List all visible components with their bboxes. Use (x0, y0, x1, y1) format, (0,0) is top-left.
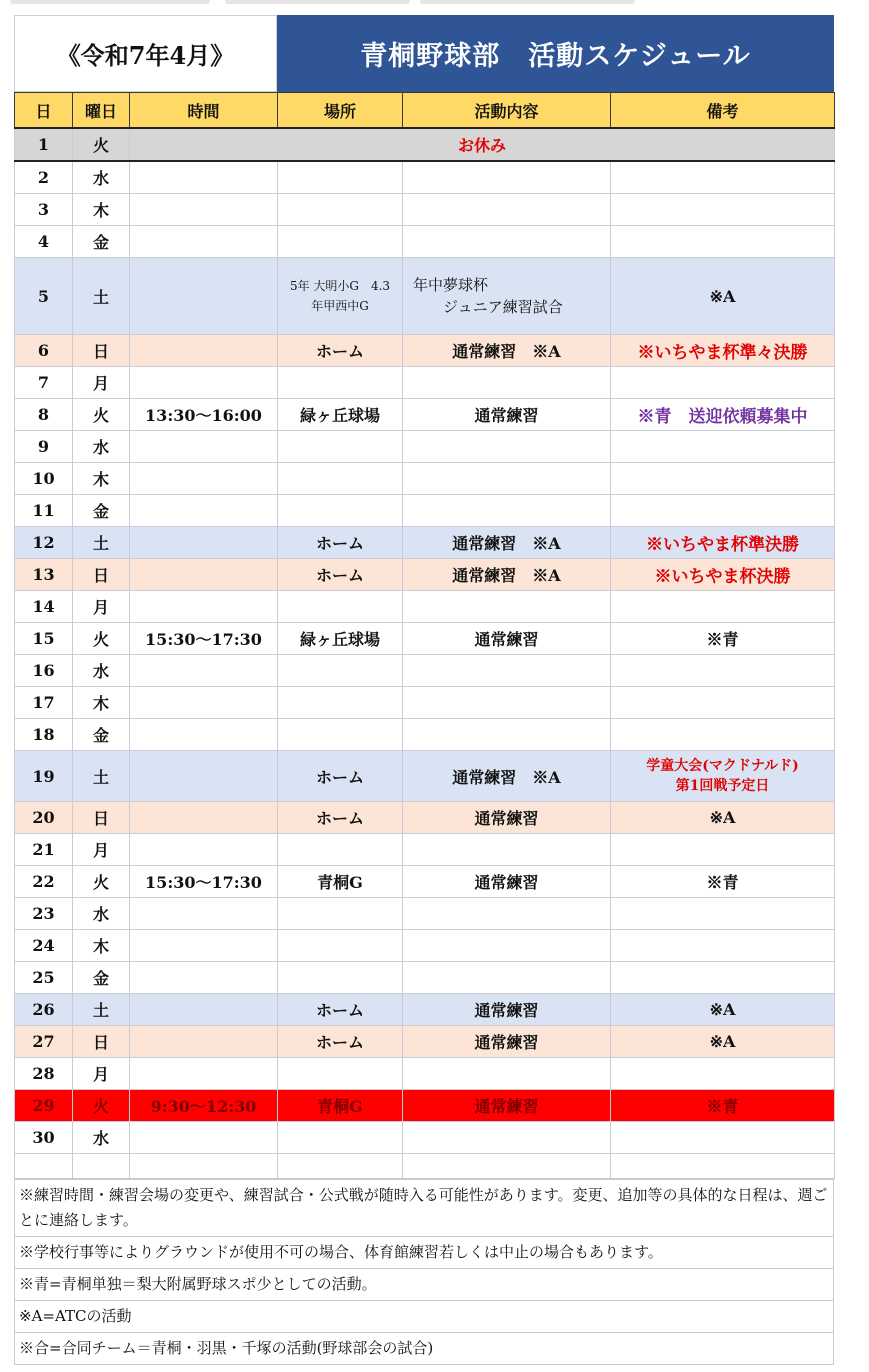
weekday-cell: 土 (73, 994, 130, 1026)
time-cell (130, 687, 278, 719)
table-row (15, 1026, 835, 1058)
time-cell: 15:30〜17:30 (130, 866, 278, 898)
day-cell: 11 (15, 495, 73, 527)
activity-cell (403, 1058, 611, 1090)
note-cell (611, 1122, 835, 1154)
weekday-cell: 金 (73, 495, 130, 527)
table-row (15, 591, 835, 623)
weekday-cell: 木 (73, 194, 130, 226)
activity-cell (403, 367, 611, 399)
activity-cell (403, 898, 611, 930)
place-cell (278, 495, 403, 527)
time-cell (130, 994, 278, 1026)
activity-cell (403, 687, 611, 719)
table-row (15, 751, 835, 802)
note-cell: ※A (611, 994, 835, 1026)
activity-cell: 通常練習 ※A (403, 751, 611, 802)
table-row (15, 431, 835, 463)
activity-cell: 通常練習 (403, 994, 611, 1026)
time-cell (130, 751, 278, 802)
place-cell (278, 834, 403, 866)
weekday-cell: 水 (73, 1122, 130, 1154)
table-row (15, 463, 835, 495)
period-label: 《令和7年4月》 (14, 15, 277, 92)
place-cell (278, 463, 403, 495)
place-cell (278, 367, 403, 399)
activity-cell: 通常練習 ※A (403, 335, 611, 367)
place-cell (278, 431, 403, 463)
schedule-table (14, 92, 835, 1179)
activity-cell (403, 655, 611, 687)
weekday-cell: 火 (73, 1090, 130, 1122)
blank-cell (130, 1154, 278, 1179)
time-cell (130, 591, 278, 623)
table-row (15, 994, 835, 1026)
place-line: 5年 大明小G 4.3 (289, 279, 391, 293)
activity-cell (403, 226, 611, 258)
weekday-cell: 土 (73, 258, 130, 335)
weekday-cell: 火 (73, 623, 130, 655)
blank-row (15, 1154, 835, 1179)
schedule-title: 青桐野球部 活動スケジュール (277, 15, 834, 92)
time-cell (130, 335, 278, 367)
place-cell (278, 591, 403, 623)
table-header-row (15, 93, 835, 129)
place-cell: 青桐G (278, 866, 403, 898)
note-line: 第1回戦予定日 (675, 778, 770, 794)
weekday-cell: 水 (73, 161, 130, 194)
weekday-cell: 月 (73, 834, 130, 866)
place-cell (278, 194, 403, 226)
table-row (15, 559, 835, 591)
activity-cell (403, 431, 611, 463)
note-cell: ※青 (611, 866, 835, 898)
note-cell: ※A (611, 1026, 835, 1058)
table-row (15, 623, 835, 655)
time-cell (130, 962, 278, 994)
time-cell: 15:30〜17:30 (130, 623, 278, 655)
weekday-cell: 火 (73, 866, 130, 898)
note-cell (611, 834, 835, 866)
activity-cell (403, 1122, 611, 1154)
note-cell (611, 898, 835, 930)
place-cell (278, 655, 403, 687)
weekday-cell: 水 (73, 898, 130, 930)
activity-line: ジュニア練習試合 (413, 298, 563, 316)
day-cell: 22 (15, 866, 73, 898)
table-row (15, 962, 835, 994)
time-cell (130, 559, 278, 591)
header-activity: 活動内容 (403, 93, 611, 129)
time-cell (130, 834, 278, 866)
activity-cell: 通常練習 (403, 866, 611, 898)
day-cell: 17 (15, 687, 73, 719)
activity-line: 年中夢球杯 (413, 276, 489, 294)
time-cell (130, 367, 278, 399)
day-cell: 1 (15, 128, 73, 161)
place-cell: 青桐G (278, 1090, 403, 1122)
footnote: ※学校行事等によりグラウンドが使用不可の場合、体育館練習若しくは中止の場合もあります。 (14, 1237, 834, 1269)
time-cell (130, 194, 278, 226)
footnote: ※練習時間・練習会場の変更や、練習試合・公式戦が随時入る可能性があります。変更、追加等の具体的な日程は、週ごとに連絡します。 (14, 1179, 834, 1237)
weekday-cell: 水 (73, 655, 130, 687)
day-cell: 10 (15, 463, 73, 495)
table-row (15, 1058, 835, 1090)
note-cell (611, 591, 835, 623)
activity-cell: 通常練習 ※A (403, 559, 611, 591)
place-cell: ホーム (278, 751, 403, 802)
time-cell: 9:30〜12:30 (130, 1090, 278, 1122)
table-row (15, 495, 835, 527)
place-cell: ホーム (278, 1026, 403, 1058)
time-cell (130, 226, 278, 258)
activity-cell: 通常練習 (403, 1026, 611, 1058)
day-cell: 19 (15, 751, 73, 802)
weekday-cell: 日 (73, 559, 130, 591)
blank-cell (73, 1154, 130, 1179)
table-row (15, 367, 835, 399)
note-cell: ※青 送迎依頼募集中 (611, 399, 835, 431)
day-cell: 20 (15, 802, 73, 834)
note-cell: お休み (130, 128, 835, 161)
activity-cell: 通常練習 (403, 399, 611, 431)
day-cell: 9 (15, 431, 73, 463)
activity-cell (403, 258, 611, 335)
note-cell: ※いちやま杯準々決勝 (611, 335, 835, 367)
day-cell: 6 (15, 335, 73, 367)
table-row (15, 399, 835, 431)
footnote: ※青=青桐単独＝梨大附属野球スポ少としての活動。 (14, 1269, 834, 1301)
weekday-cell: 日 (73, 802, 130, 834)
day-cell: 24 (15, 930, 73, 962)
note-cell (611, 655, 835, 687)
place-cell (278, 962, 403, 994)
activity-cell: 通常練習 (403, 623, 611, 655)
place-cell: ホーム (278, 802, 403, 834)
day-cell: 23 (15, 898, 73, 930)
activity-cell (403, 194, 611, 226)
time-cell (130, 527, 278, 559)
place-cell (278, 1058, 403, 1090)
footnotes (14, 1179, 834, 1365)
header-weekday: 曜日 (73, 93, 130, 129)
activity-cell (403, 463, 611, 495)
day-cell: 13 (15, 559, 73, 591)
day-cell: 16 (15, 655, 73, 687)
activity-cell: 通常練習 (403, 802, 611, 834)
blank-cell (278, 1154, 403, 1179)
schedule-sheet (14, 15, 834, 1365)
table-row (15, 161, 835, 194)
weekday-cell: 火 (73, 399, 130, 431)
place-cell: ホーム (278, 994, 403, 1026)
note-cell: ※A (611, 258, 835, 335)
place-cell (278, 719, 403, 751)
day-cell: 21 (15, 834, 73, 866)
place-cell (278, 226, 403, 258)
weekday-cell: 金 (73, 226, 130, 258)
table-row (15, 194, 835, 226)
weekday-cell: 月 (73, 591, 130, 623)
time-cell (130, 431, 278, 463)
table-row (15, 335, 835, 367)
place-cell (278, 258, 403, 335)
day-cell: 14 (15, 591, 73, 623)
header-day: 日 (15, 93, 73, 129)
table-row (15, 898, 835, 930)
table-row (15, 1122, 835, 1154)
place-cell: ホーム (278, 335, 403, 367)
note-cell (611, 930, 835, 962)
day-cell: 26 (15, 994, 73, 1026)
activity-cell (403, 834, 611, 866)
time-cell (130, 802, 278, 834)
day-cell: 28 (15, 1058, 73, 1090)
weekday-cell: 水 (73, 431, 130, 463)
time-cell (130, 719, 278, 751)
weekday-cell: 土 (73, 751, 130, 802)
day-cell: 8 (15, 399, 73, 431)
day-cell: 4 (15, 226, 73, 258)
top-edge (0, 0, 869, 8)
header-place: 場所 (278, 93, 403, 129)
day-cell: 18 (15, 719, 73, 751)
place-cell: ホーム (278, 559, 403, 591)
note-cell (611, 1058, 835, 1090)
footnote: ※A=ATCの活動 (14, 1301, 834, 1333)
table-row (15, 866, 835, 898)
place-cell (278, 687, 403, 719)
time-cell (130, 898, 278, 930)
place-cell (278, 1122, 403, 1154)
weekday-cell: 木 (73, 687, 130, 719)
time-cell (130, 1026, 278, 1058)
note-cell (611, 463, 835, 495)
place-line: 年甲西中G (311, 299, 369, 313)
table-row (15, 258, 835, 335)
time-cell (130, 161, 278, 194)
note-cell (611, 687, 835, 719)
note-cell: ※いちやま杯決勝 (611, 559, 835, 591)
note-cell: ※青 (611, 1090, 835, 1122)
place-cell (278, 930, 403, 962)
weekday-cell: 月 (73, 1058, 130, 1090)
note-cell (611, 719, 835, 751)
note-cell: ※いちやま杯準決勝 (611, 527, 835, 559)
title-bar (14, 15, 834, 92)
weekday-cell: 金 (73, 719, 130, 751)
weekday-cell: 月 (73, 367, 130, 399)
weekday-cell: 土 (73, 527, 130, 559)
blank-cell (15, 1154, 73, 1179)
table-row (15, 128, 835, 161)
activity-cell (403, 719, 611, 751)
weekday-cell: 日 (73, 1026, 130, 1058)
place-cell (278, 161, 403, 194)
day-cell: 5 (15, 258, 73, 335)
time-cell (130, 258, 278, 335)
day-cell: 7 (15, 367, 73, 399)
place-cell: 緑ヶ丘球場 (278, 623, 403, 655)
day-cell: 12 (15, 527, 73, 559)
day-cell: 30 (15, 1122, 73, 1154)
weekday-cell: 日 (73, 335, 130, 367)
table-row (15, 655, 835, 687)
table-row (15, 226, 835, 258)
day-cell: 25 (15, 962, 73, 994)
activity-cell (403, 962, 611, 994)
note-cell: ※青 (611, 623, 835, 655)
activity-cell (403, 161, 611, 194)
time-cell (130, 1122, 278, 1154)
time-cell (130, 655, 278, 687)
place-cell: 緑ヶ丘球場 (278, 399, 403, 431)
weekday-cell: 木 (73, 930, 130, 962)
time-cell (130, 930, 278, 962)
note-cell (611, 751, 835, 802)
table-row (15, 930, 835, 962)
table-row (15, 687, 835, 719)
activity-cell (403, 930, 611, 962)
day-cell: 27 (15, 1026, 73, 1058)
day-cell: 3 (15, 194, 73, 226)
blank-cell (611, 1154, 835, 1179)
table-row (15, 834, 835, 866)
day-cell: 15 (15, 623, 73, 655)
day-cell: 2 (15, 161, 73, 194)
weekday-cell: 火 (73, 128, 130, 161)
header-notes: 備考 (611, 93, 835, 129)
table-row (15, 802, 835, 834)
weekday-cell: 金 (73, 962, 130, 994)
activity-cell: 通常練習 ※A (403, 527, 611, 559)
table-row (15, 1090, 835, 1122)
table-row (15, 527, 835, 559)
note-cell (611, 367, 835, 399)
activity-cell (403, 591, 611, 623)
note-cell (611, 161, 835, 194)
time-cell (130, 463, 278, 495)
time-cell (130, 495, 278, 527)
note-cell (611, 226, 835, 258)
footnote: ※合=合同チーム＝青桐・羽黒・千塚の活動(野球部会の試合) (14, 1333, 834, 1365)
time-cell (130, 1058, 278, 1090)
place-cell (278, 898, 403, 930)
note-line: 学童大会(マクドナルド) (646, 758, 799, 774)
note-cell: ※A (611, 802, 835, 834)
weekday-cell: 木 (73, 463, 130, 495)
note-cell (611, 194, 835, 226)
day-cell: 29 (15, 1090, 73, 1122)
time-cell: 13:30〜16:00 (130, 399, 278, 431)
header-time: 時間 (130, 93, 278, 129)
note-cell (611, 962, 835, 994)
activity-cell: 通常練習 (403, 1090, 611, 1122)
place-cell: ホーム (278, 527, 403, 559)
note-cell (611, 495, 835, 527)
note-cell (611, 431, 835, 463)
table-row (15, 719, 835, 751)
blank-cell (403, 1154, 611, 1179)
activity-cell (403, 495, 611, 527)
